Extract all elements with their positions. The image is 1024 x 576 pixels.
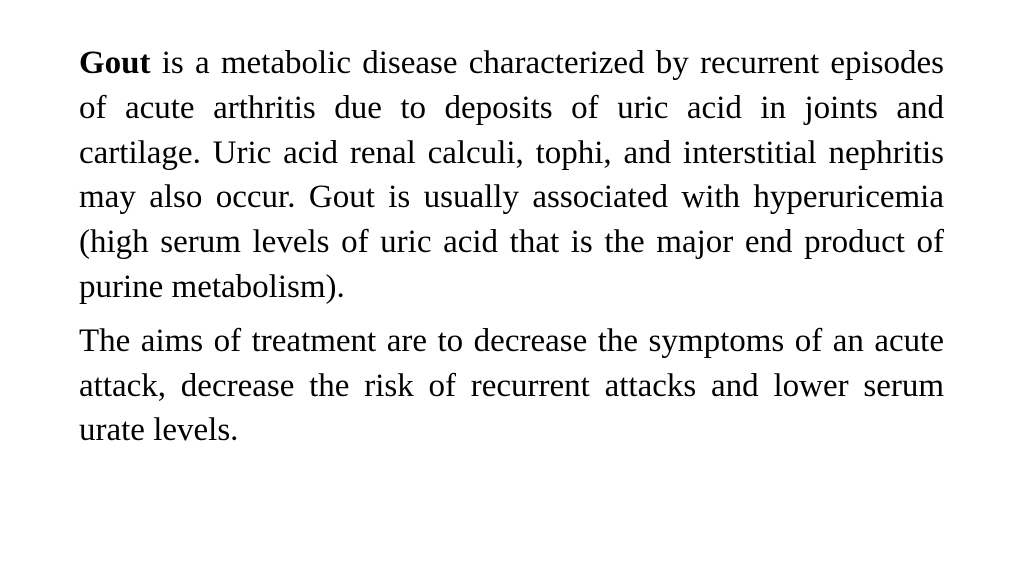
slide-body bbox=[79, 41, 944, 453]
treatment-aims-paragraph: The aims of treatment are to decrease the symptoms of an acute attack, decrease the risk of recurrent attacks and lower serum urate levels. bbox=[79, 322, 944, 449]
gout-term: Gout bbox=[79, 45, 151, 81]
gout-definition-paragraph bbox=[79, 41, 944, 310]
gout-definition-text: is a metabolic disease characterized by recurrent episodes of acute arthritis due to deposits of uric acid in joints and cartilage. Uric acid renal calculi, tophi, and interstitial nephritis may also occur. Gout is usually associated with hyperuricemia (high serum levels of uric acid that is the major end product of purine metabolism). bbox=[79, 45, 944, 305]
